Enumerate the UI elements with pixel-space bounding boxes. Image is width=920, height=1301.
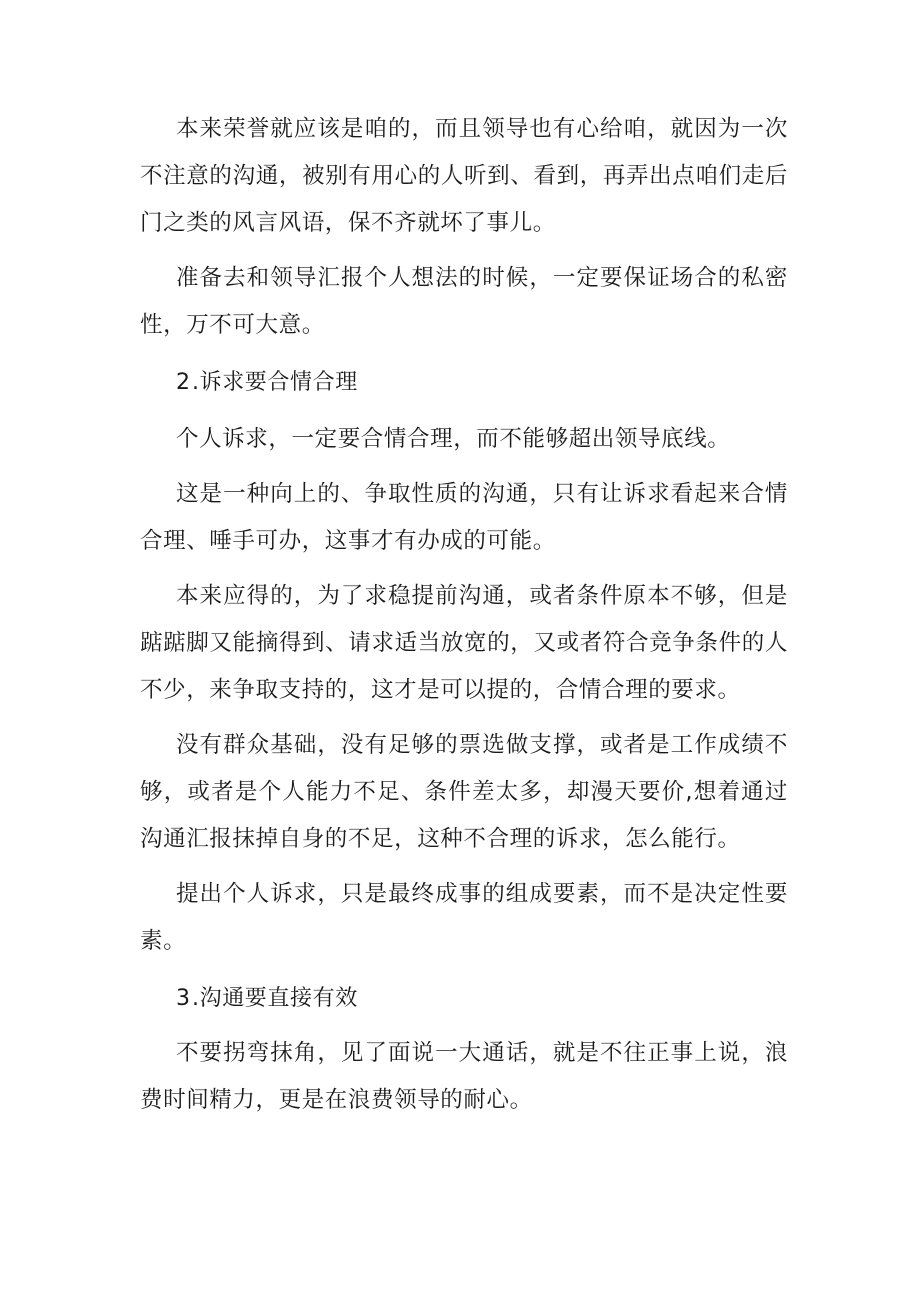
section-heading-2 bbox=[140, 359, 788, 406]
section-number-3: 3 bbox=[176, 986, 192, 1011]
paragraph-5: 本来应得的，为了求稳提前沟通，或者条件原本不够，但是踮踮脚又能摘得到、请求适当放宽的，又或者符合竞争条件的人不少，来争取支持的，这才是可以提的，合情合理的要求。 bbox=[140, 583, 788, 703]
document-body bbox=[140, 106, 788, 1124]
paragraph-2: 准备去和领导汇报个人想法的时候，一定要保证场合的私密性，万不可大意。 bbox=[140, 265, 788, 338]
paragraph-8: 不要拐弯抹角，见了面说一大通话，就是不往正事上说，浪费时间精力，更是在浪费领导的耐心。 bbox=[140, 1040, 788, 1113]
section-number-2: 2 bbox=[176, 370, 192, 395]
paragraph-7: 提出个人诉求，只是最终成事的组成要素，而不是决定性要素。 bbox=[140, 881, 788, 954]
paragraph-3: 个人诉求，一定要合情合理，而不能够超出领导底线。 bbox=[176, 426, 731, 452]
paragraph-4: 这是一种向上的、争取性质的沟通，只有让诉求看起来合情合理、唾手可办，这事才有办成的可能。 bbox=[140, 481, 788, 554]
section-heading-3 bbox=[140, 975, 788, 1022]
section-title-3: .沟通要直接有效 bbox=[192, 986, 358, 1011]
paragraph-1: 本来荣誉就应该是咱的，而且领导也有心给咱，就因为一次不注意的沟通，被别有用心的人听到、看到，再弄出点咱们走后门之类的风言风语，保不齐就坏了事儿。 bbox=[140, 116, 788, 236]
section-title-2: .诉求要合情合理 bbox=[192, 370, 358, 395]
paragraph-6: 没有群众基础，没有足够的票选做支撑，或者是工作成绩不够，或者是个人能力不足、条件差太多，却漫天要价,想着通过沟通汇报抹掉自身的不足，这种不合理的诉求，怎么能行。 bbox=[140, 732, 788, 852]
